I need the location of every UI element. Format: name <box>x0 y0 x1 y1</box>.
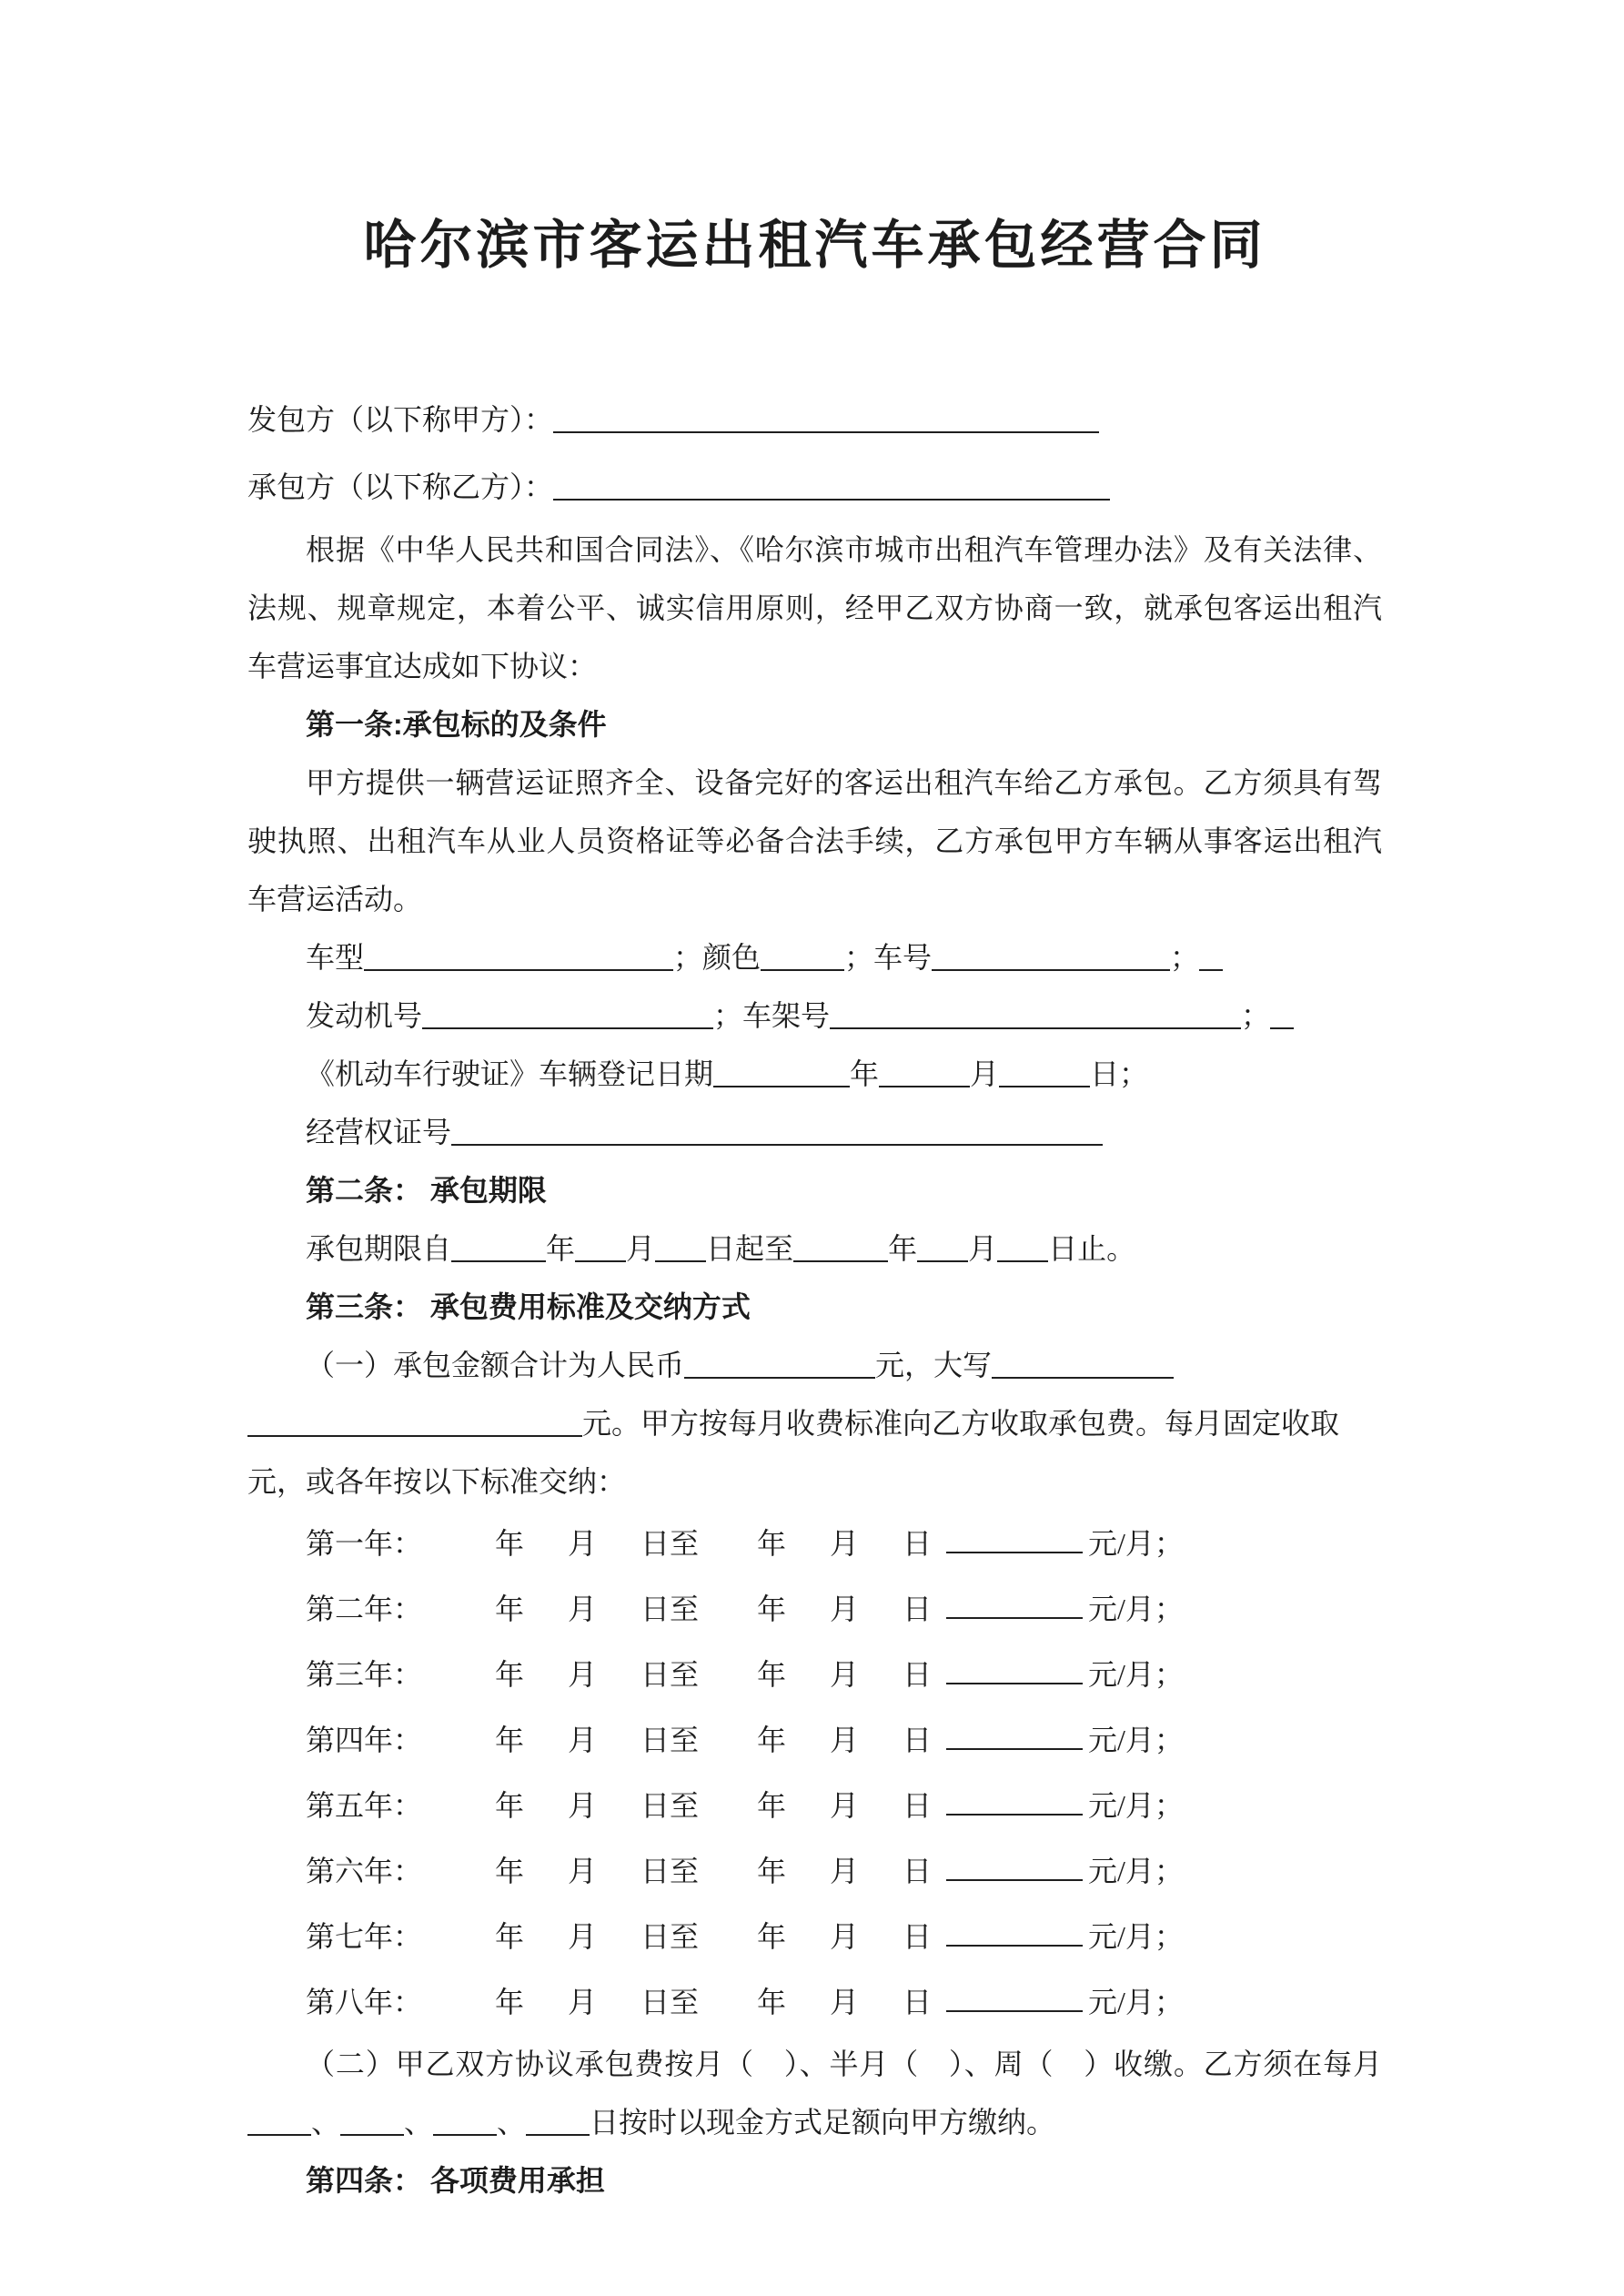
blank-term-start-year[interactable] <box>451 1231 546 1262</box>
fee-unit: 元/月； <box>1088 1593 1184 1625</box>
fee-col-day: 日 <box>903 1658 933 1691</box>
blank-fee-amount-2[interactable] <box>946 1588 1083 1619</box>
fee-col-year: 年 <box>495 1986 525 2018</box>
fee-col-month: 月 <box>568 1986 598 2018</box>
blank-vehicle-color[interactable] <box>761 940 844 971</box>
fee-col-year2: 年 <box>757 1920 787 1953</box>
blank-vehicle-line-2-tail[interactable] <box>1270 998 1294 1029</box>
vehicle-info-line-4 <box>247 1103 1382 1161</box>
fee-col-day-to: 日至 <box>641 1986 700 2018</box>
fee-row-label: 第八年： <box>306 1986 423 2018</box>
fee-col-day-to: 日至 <box>641 1724 700 1756</box>
fee-row-7 <box>247 1904 1382 1969</box>
vehicle-line-2-end: ； <box>1241 999 1271 1032</box>
fee-col-day-to: 日至 <box>641 1527 700 1560</box>
fee-col-year2: 年 <box>757 1527 787 1560</box>
party-b-label: 承包方（以下称乙方）： <box>247 470 554 503</box>
blank-fee-amount-4[interactable] <box>946 1719 1083 1750</box>
blank-vehicle-line-1-tail[interactable] <box>1199 940 1223 971</box>
fee-amount-line-3: 元，或各年按以下标准交纳： <box>247 1465 627 1498</box>
fee-col-year2: 年 <box>757 1593 787 1625</box>
fee-col-year2: 年 <box>757 1789 787 1822</box>
fee-amount-text-2: 元，大写 <box>875 1349 993 1381</box>
fee-col-year2: 年 <box>757 1986 787 2018</box>
blank-vehicle-model[interactable] <box>364 940 673 971</box>
fee-row-3 <box>247 1642 1382 1707</box>
fee-amount-text-1: （一）承包金额合计为人民币 <box>306 1349 685 1381</box>
blank-fee-amount-1[interactable] <box>946 1522 1083 1553</box>
fee-col-day-to: 日至 <box>641 1658 700 1691</box>
fee-col-month2: 月 <box>830 1789 860 1822</box>
registration-year-label: 年 <box>850 1057 880 1090</box>
vehicle-line-1-end: ； <box>1170 941 1200 974</box>
payment-separator: 、 <box>311 2106 341 2139</box>
fee-row-label: 第七年： <box>306 1920 423 1953</box>
fee-unit: 元/月； <box>1088 1658 1184 1691</box>
fee-unit: 元/月； <box>1088 1527 1184 1560</box>
article-2-heading: 第二条： 承包期限 <box>306 1174 547 1207</box>
term-prefix: 承包期限自 <box>306 1232 452 1265</box>
fee-col-month2: 月 <box>830 1658 860 1691</box>
fee-col-month2: 月 <box>830 1855 860 1887</box>
fee-row-label: 第四年： <box>306 1724 423 1756</box>
article-1-body: 甲方提供一辆营运证照齐全、设备完好的客运出租汽车给乙方承包。乙方须具有驾驶执照、出租汽车从业人员资格证等必备合法手续，乙方承包甲方车辆从事客运出租汽车营运活动。 <box>247 766 1382 915</box>
fee-row-label: 第五年： <box>306 1789 423 1822</box>
fee-col-day: 日 <box>903 1986 933 2018</box>
blank-engine-number[interactable] <box>422 998 713 1029</box>
registration-date-label: 《机动车行驶证》车辆登记日期 <box>306 1057 714 1090</box>
blank-term-end-day[interactable] <box>997 1231 1048 1262</box>
fee-row-4 <box>247 1707 1382 1773</box>
party-b-line <box>247 453 1382 521</box>
article-3-heading: 第三条： 承包费用标准及交纳方式 <box>306 1290 751 1323</box>
blank-payment-day-3[interactable] <box>433 2105 497 2136</box>
fee-amount-line-1 <box>247 1336 1382 1394</box>
fee-col-month: 月 <box>568 1527 598 1560</box>
fee-row-label: 第二年： <box>306 1593 423 1625</box>
blank-fee-amount-3[interactable] <box>946 1654 1083 1684</box>
fee-row-label: 第三年： <box>306 1658 423 1691</box>
article-1-heading: 第一条:承包标的及条件 <box>306 708 607 741</box>
blank-plate-number[interactable] <box>932 940 1170 971</box>
fee-amount-text-3: 元。甲方按每月收费标准向乙方收取承包费。每月固定收取 <box>582 1407 1340 1440</box>
fee-col-year: 年 <box>495 1789 525 1822</box>
blank-payment-day-2[interactable] <box>340 2105 404 2136</box>
blank-party-a[interactable] <box>553 402 1099 433</box>
operation-license-label: 经营权证号 <box>306 1116 452 1148</box>
blank-fee-amount-7[interactable] <box>946 1916 1083 1947</box>
fee-unit: 元/月； <box>1088 1789 1184 1822</box>
vehicle-info-line-2 <box>247 986 1382 1045</box>
fee-col-year2: 年 <box>757 1855 787 1887</box>
fee-col-month: 月 <box>568 1658 598 1691</box>
fee-col-year2: 年 <box>757 1658 787 1691</box>
fee-col-year: 年 <box>495 1855 525 1887</box>
fee-col-day: 日 <box>903 1724 933 1756</box>
fee-row-1 <box>247 1511 1382 1576</box>
term-from-label: 日起至 <box>706 1232 794 1265</box>
payment-method-text-1: （二）甲乙双方协议承包费按月（ ）、半月（ ）、周（ ）收缴。乙方须在每月 <box>306 2048 1382 2080</box>
payment-method-text-2: 日按时以现金方式足额向甲方缴纳。 <box>590 2106 1056 2139</box>
vehicle-info-line-3 <box>247 1045 1382 1103</box>
plate-number-label: ；车号 <box>844 941 933 974</box>
registration-month-label: 月 <box>970 1057 1000 1090</box>
vehicle-info-line-1 <box>247 928 1382 986</box>
engine-number-label: 发动机号 <box>306 999 423 1032</box>
fee-col-month: 月 <box>568 1920 598 1953</box>
fee-amount-line-2 <box>247 1394 1382 1452</box>
blank-payment-day-4[interactable] <box>526 2105 590 2136</box>
fee-col-day-to: 日至 <box>641 1920 700 1953</box>
party-a-line <box>247 386 1382 453</box>
fee-row-label: 第一年： <box>306 1527 423 1560</box>
payment-separator: 、 <box>404 2106 434 2139</box>
term-year-label: 年 <box>546 1232 576 1265</box>
fee-col-month: 月 <box>568 1593 598 1625</box>
party-a-label: 发包方（以下称甲方）： <box>247 403 554 436</box>
fee-col-day: 日 <box>903 1593 933 1625</box>
fee-col-day: 日 <box>903 1789 933 1822</box>
term-year2-label: 年 <box>888 1232 918 1265</box>
fee-col-year: 年 <box>495 1724 525 1756</box>
fee-col-year: 年 <box>495 1527 525 1560</box>
fee-col-year: 年 <box>495 1658 525 1691</box>
blank-amount-capital-1[interactable] <box>992 1348 1174 1379</box>
fee-col-year2: 年 <box>757 1724 787 1756</box>
fee-col-day-to: 日至 <box>641 1855 700 1887</box>
fee-col-day-to: 日至 <box>641 1789 700 1822</box>
fee-row-label: 第六年： <box>306 1855 423 1887</box>
fee-unit: 元/月； <box>1088 1920 1184 1953</box>
document-title: 哈尔滨市客运出租汽车承包经营合同 <box>363 216 1266 275</box>
payment-method-paragraph <box>247 2035 1382 2151</box>
blank-term-end-year[interactable] <box>793 1231 888 1262</box>
fee-col-day: 日 <box>903 1920 933 1953</box>
blank-contract-amount[interactable] <box>684 1348 875 1379</box>
term-to-label: 日止。 <box>1048 1232 1136 1265</box>
blank-registration-day[interactable] <box>999 1057 1090 1087</box>
fee-col-day-to: 日至 <box>641 1593 700 1625</box>
payment-separator: 、 <box>497 2106 527 2139</box>
fee-col-month2: 月 <box>830 1527 860 1560</box>
fee-row-6 <box>247 1838 1382 1904</box>
fee-col-year: 年 <box>495 1920 525 1953</box>
fee-col-month2: 月 <box>830 1724 860 1756</box>
fee-col-year: 年 <box>495 1593 525 1625</box>
fee-row-2 <box>247 1576 1382 1642</box>
fee-row-8 <box>247 1969 1382 2035</box>
blank-registration-month[interactable] <box>879 1057 970 1087</box>
fee-col-month: 月 <box>568 1855 598 1887</box>
fee-col-month: 月 <box>568 1724 598 1756</box>
fee-col-month: 月 <box>568 1789 598 1822</box>
fee-col-day: 日 <box>903 1527 933 1560</box>
blank-registration-year[interactable] <box>713 1057 850 1087</box>
fee-col-day: 日 <box>903 1855 933 1887</box>
preamble-paragraph: 根据《中华人民共和国合同法》、《哈尔滨市城市出租汽车管理办法》及有关法律、法规、规章规定，本着公平、诚实信用原则，经甲乙双方协商一致，就承包客运出租汽车营运事宜达成如下协议： <box>247 533 1382 683</box>
vehicle-color-label: ；颜色 <box>673 941 762 974</box>
article-4-heading: 第四条： 各项费用承担 <box>306 2164 605 2197</box>
contract-term-line <box>247 1219 1382 1278</box>
fee-col-month2: 月 <box>830 1593 860 1625</box>
frame-number-label: ；车架号 <box>713 999 831 1032</box>
term-month-label: 月 <box>626 1232 656 1265</box>
blank-fee-amount-8[interactable] <box>946 1981 1083 2012</box>
blank-fee-amount-5[interactable] <box>946 1785 1083 1816</box>
fee-col-month2: 月 <box>830 1920 860 1953</box>
blank-payment-day-1[interactable] <box>247 2105 311 2136</box>
blank-term-end-month[interactable] <box>917 1231 968 1262</box>
fee-col-month2: 月 <box>830 1986 860 2018</box>
blank-term-start-month[interactable] <box>575 1231 626 1262</box>
term-month2-label: 月 <box>968 1232 998 1265</box>
vehicle-line-3-end: 日； <box>1090 1057 1149 1090</box>
blank-fee-amount-6[interactable] <box>946 1850 1083 1881</box>
blank-operation-license-number[interactable] <box>451 1115 1103 1146</box>
blank-amount-capital-2[interactable] <box>247 1406 582 1437</box>
blank-term-start-day[interactable] <box>655 1231 706 1262</box>
fee-unit: 元/月； <box>1088 1855 1184 1887</box>
fee-row-5 <box>247 1773 1382 1838</box>
vehicle-model-label: 车型 <box>306 941 365 974</box>
fee-unit: 元/月； <box>1088 1986 1184 2018</box>
blank-frame-number[interactable] <box>830 998 1241 1029</box>
fee-unit: 元/月； <box>1088 1724 1184 1756</box>
blank-party-b[interactable] <box>553 470 1110 501</box>
